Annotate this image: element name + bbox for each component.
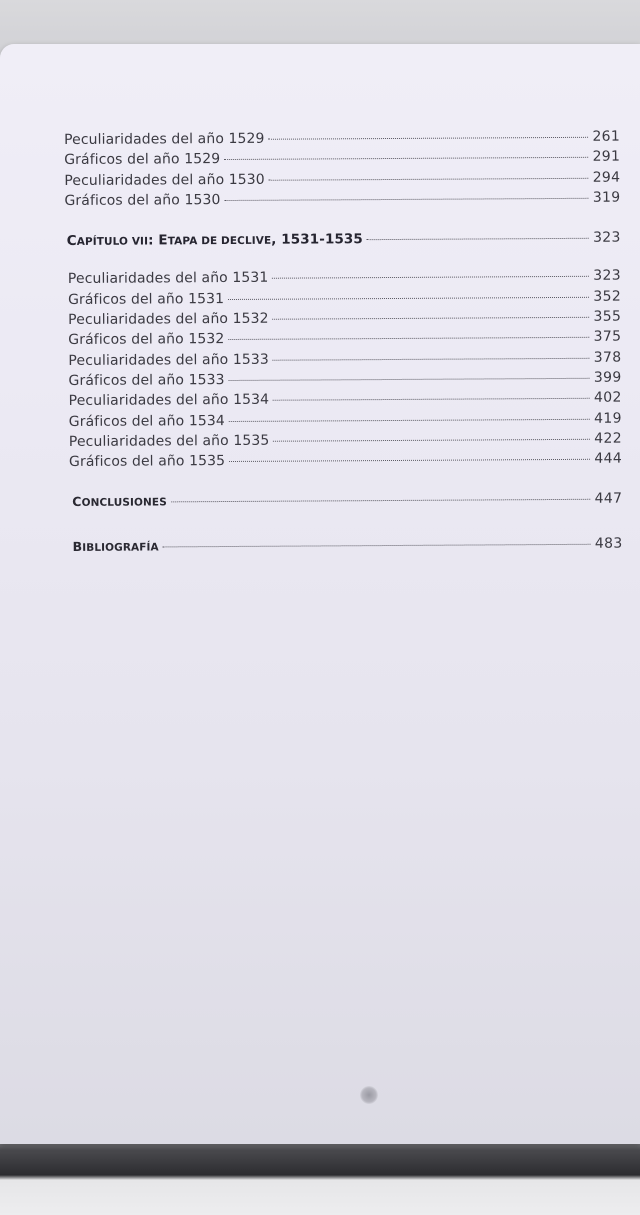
toc-entry-page: 294 (592, 169, 621, 186)
toc-group-1 (64, 127, 620, 212)
toc-entry-page: 444 (594, 450, 623, 467)
toc-entry-page: 419 (594, 410, 622, 427)
toc-entry-label: Peculiaridades del año 1535 (68, 432, 270, 450)
chapter-colon: : (148, 232, 159, 249)
chapter-page: 323 (592, 229, 621, 246)
section-title (72, 536, 158, 558)
section-page: 483 (594, 535, 623, 552)
dot-leader (367, 238, 589, 240)
dot-leader (229, 459, 590, 462)
dot-leader (269, 177, 589, 180)
toc-entry-label: Gráficos del año 1535 (68, 453, 226, 471)
toc-entry-label: Gráficos del año 1534 (68, 412, 225, 430)
section-initial: B (72, 538, 83, 554)
toc-entry-page: 375 (593, 328, 622, 346)
toc-entry-label: Gráficos del año 1529 (64, 151, 221, 169)
page-smudge (360, 1086, 378, 1104)
dot-leader (269, 137, 589, 140)
section-initial: C (72, 494, 82, 510)
toc-entry (69, 449, 622, 473)
toc-entry-page: 319 (592, 189, 621, 206)
dot-leader (171, 499, 591, 503)
dot-leader (224, 157, 588, 160)
dot-leader (228, 297, 589, 300)
book-page (0, 44, 640, 1144)
toc-entry-label: Gráficos del año 1531 (67, 290, 225, 308)
table-of-contents (64, 127, 623, 557)
dot-leader (273, 398, 590, 401)
toc-entry-label: Peculiaridades del año 1530 (64, 171, 265, 189)
dot-leader (272, 276, 589, 279)
toc-entry-page: 291 (592, 148, 621, 166)
section-rest: ONCLUSIONES (81, 496, 167, 510)
section-page: 447 (594, 491, 623, 508)
toc-entry-page: 402 (593, 389, 622, 407)
chapter-cap-initial: C (66, 233, 77, 250)
dot-leader (273, 317, 590, 320)
dot-leader (273, 357, 590, 360)
toc-entry-page: 422 (594, 430, 622, 447)
toc-entry-page: 399 (593, 369, 622, 386)
toc-entry-page: 378 (593, 349, 622, 366)
toc-entry-page: 352 (593, 288, 622, 305)
section-title (72, 492, 167, 514)
chapter-etapa-initial: E (158, 232, 168, 249)
chapter-etapa-rest: TAPA DE DECLIVE (167, 234, 272, 248)
chapter-heading (65, 228, 621, 252)
dot-leader (229, 418, 590, 421)
section-conclusiones (66, 489, 622, 513)
toc-entry-label: Gráficos del año 1532 (68, 331, 225, 349)
toc-entry-label: Peculiaridades del año 1532 (68, 310, 269, 329)
section-rest: IBLIOGRAFÍA (82, 541, 159, 554)
chapter-years: , 1531-1535 (271, 231, 363, 248)
dot-leader (273, 439, 590, 442)
toc-entry-page: 261 (592, 128, 621, 145)
dot-leader (229, 378, 590, 381)
chapter-title (67, 229, 363, 252)
section-bibliografia (66, 533, 622, 557)
toc-entry (64, 187, 620, 211)
toc-entry-page: 355 (593, 308, 622, 325)
toc-entry-label: Gráficos del año 1533 (68, 371, 225, 389)
dot-leader (163, 544, 591, 548)
toc-entry-page: 323 (593, 268, 621, 285)
toc-entry-label: Gráficos del año 1530 (64, 191, 221, 209)
toc-group-2 (65, 266, 622, 472)
dot-leader (224, 198, 588, 201)
toc-entry-label: Peculiaridades del año 1531 (67, 270, 269, 288)
toc-entry-label: Peculiaridades del año 1534 (68, 392, 270, 410)
dot-leader (228, 337, 589, 340)
toc-entry-label: Peculiaridades del año 1529 (64, 130, 265, 148)
toc-entry-label: Peculiaridades del año 1533 (68, 351, 269, 369)
chapter-cap-rest: APÍTULO VII (76, 235, 149, 249)
